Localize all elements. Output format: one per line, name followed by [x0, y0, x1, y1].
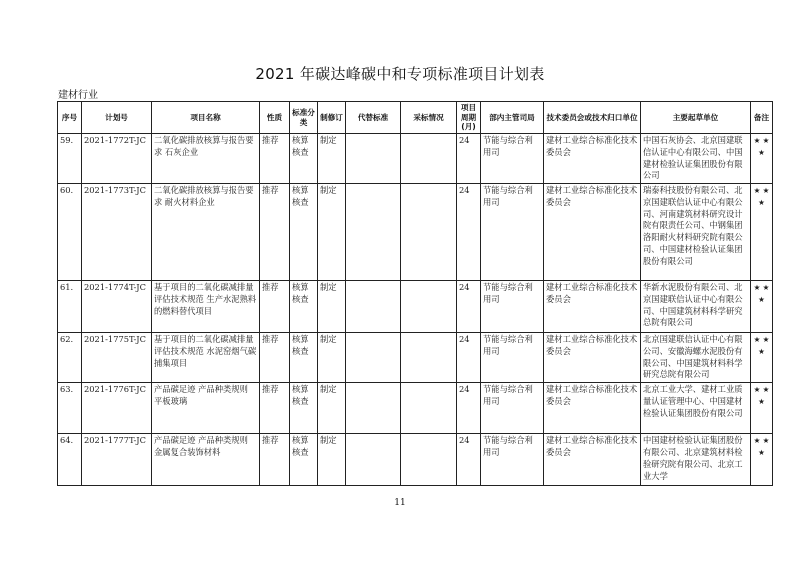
cell-plan-no: 2021-1772T-JC [82, 134, 152, 184]
header-drafter: 主要起草单位 [641, 102, 751, 134]
cell-plan-no: 2021-1774T-JC [82, 281, 152, 333]
page-number: 11 [394, 498, 406, 508]
cell-drafter: 中国石灰协会、北京国建联信认证中心有限公司、中国建材检验认证集团股份有限公司 [641, 134, 751, 184]
cell-nature: 推荐 [260, 184, 290, 281]
cell-drafter: 华新水泥股份有限公司、北京国建联信认证中心有限公司、中国建筑材料科学研究总院有限公司 [641, 281, 751, 333]
cell-dept: 节能与综合利用司 [481, 184, 544, 281]
cell-dept: 节能与综合利用司 [481, 434, 544, 486]
cell-committee: 建材工业综合标准化技术委员会 [544, 134, 641, 184]
cell-adopt [401, 184, 457, 281]
standards-plan-table [57, 101, 773, 486]
cell-seq: 64. [58, 434, 82, 486]
cell-remark-stars: ★ ★ ★ [751, 281, 773, 333]
header-plan-no: 计划号 [82, 102, 152, 134]
cell-nature: 推荐 [260, 333, 290, 383]
cell-project-name: 二氧化碳排放核算与报告要求 耐火材料企业 [152, 184, 260, 281]
cell-project-name: 基于项目的二氧化碳减排量评估技术规范 生产水泥熟料的燃料替代项目 [152, 281, 260, 333]
cell-nature: 推荐 [260, 134, 290, 184]
cell-nature: 推荐 [260, 383, 290, 434]
cell-revise: 制定 [318, 333, 346, 383]
cell-plan-no: 2021-1775T-JC [82, 333, 152, 383]
cell-revise: 制定 [318, 134, 346, 184]
cell-period: 24 [457, 134, 481, 184]
cell-replace-std [346, 434, 401, 486]
cell-replace-std [346, 383, 401, 434]
cell-std-category: 核算核查 [290, 281, 318, 333]
cell-committee: 建材工业综合标准化技术委员会 [544, 333, 641, 383]
cell-seq: 62. [58, 333, 82, 383]
header-remark: 备注 [751, 102, 773, 134]
cell-seq: 61. [58, 281, 82, 333]
cell-committee: 建材工业综合标准化技术委员会 [544, 184, 641, 281]
cell-replace-std [346, 333, 401, 383]
document-title: 2021 年碳达峰碳中和专项标准项目计划表 [255, 65, 545, 83]
cell-period: 24 [457, 434, 481, 486]
cell-seq: 60. [58, 184, 82, 281]
cell-adopt [401, 333, 457, 383]
cell-dept: 节能与综合利用司 [481, 333, 544, 383]
header-revise: 制修订 [318, 102, 346, 134]
cell-dept: 节能与综合利用司 [481, 383, 544, 434]
table-header-row [58, 102, 773, 134]
cell-adopt [401, 434, 457, 486]
cell-drafter: 北京国建联信认证中心有限公司、安徽海螺水泥股份有限公司、中国建筑材料科学研究总院有限公司 [641, 333, 751, 383]
cell-dept: 节能与综合利用司 [481, 134, 544, 184]
cell-period: 24 [457, 281, 481, 333]
cell-revise: 制定 [318, 184, 346, 281]
cell-period: 24 [457, 383, 481, 434]
cell-nature: 推荐 [260, 434, 290, 486]
table-row [58, 383, 773, 434]
cell-period: 24 [457, 184, 481, 281]
header-nature: 性质 [260, 102, 290, 134]
cell-adopt [401, 383, 457, 434]
header-replace-std: 代替标准 [346, 102, 401, 134]
cell-std-category: 核算核查 [290, 333, 318, 383]
cell-std-category: 核算核查 [290, 383, 318, 434]
cell-remark-stars: ★ ★ ★ [751, 434, 773, 486]
header-period: 项目周期(月) [457, 102, 481, 134]
header-std-category: 标准分类 [290, 102, 318, 134]
cell-std-category: 核算核查 [290, 134, 318, 184]
cell-nature: 推荐 [260, 281, 290, 333]
cell-remark-stars: ★ ★ ★ [751, 383, 773, 434]
header-dept: 部内主管司局 [481, 102, 544, 134]
cell-drafter: 中国建材检验认证集团股份有限公司、北京建筑材料检验研究院有限公司、北京工业大学 [641, 434, 751, 486]
cell-committee: 建材工业综合标准化技术委员会 [544, 383, 641, 434]
cell-remark-stars: ★ ★ ★ [751, 184, 773, 281]
cell-committee: 建材工业综合标准化技术委员会 [544, 281, 641, 333]
table-row [58, 333, 773, 383]
cell-remark-stars: ★ ★ ★ [751, 333, 773, 383]
cell-revise: 制定 [318, 383, 346, 434]
header-committee: 技术委员会或技术归口单位 [544, 102, 641, 134]
cell-project-name: 基于项目的二氧化碳减排量评估技术规范 水泥窑烟气碳捕集项目 [152, 333, 260, 383]
cell-revise: 制定 [318, 434, 346, 486]
cell-project-name: 二氧化碳排放核算与报告要求 石灰企业 [152, 134, 260, 184]
cell-drafter: 瑞泰科技股份有限公司、北京国建联信认证中心有限公司、河南建筑材料研究设计院有限责任公司、中钢集团洛阳耐火材料研究院有限公司、中国建材检验认证集团股份有限公司 [641, 184, 751, 281]
table-row [58, 281, 773, 333]
table-row [58, 434, 773, 486]
cell-drafter: 北京工业大学、建材工业质量认证管理中心、中国建材检验认证集团股份有限公司 [641, 383, 751, 434]
table-row [58, 184, 773, 281]
cell-seq: 59. [58, 134, 82, 184]
header-seq: 序号 [58, 102, 82, 134]
cell-committee: 建材工业综合标准化技术委员会 [544, 434, 641, 486]
cell-plan-no: 2021-1773T-JC [82, 184, 152, 281]
cell-project-name: 产品碳足迹 产品种类规则 金属复合装饰材料 [152, 434, 260, 486]
cell-project-name: 产品碳足迹 产品种类规则 平板玻璃 [152, 383, 260, 434]
cell-period: 24 [457, 333, 481, 383]
cell-std-category: 核算核查 [290, 434, 318, 486]
cell-std-category: 核算核查 [290, 184, 318, 281]
cell-adopt [401, 281, 457, 333]
cell-replace-std [346, 281, 401, 333]
cell-remark-stars: ★ ★ ★ [751, 134, 773, 184]
cell-replace-std [346, 134, 401, 184]
cell-revise: 制定 [318, 281, 346, 333]
cell-adopt [401, 134, 457, 184]
cell-plan-no: 2021-1777T-JC [82, 434, 152, 486]
header-adopt: 采标情况 [401, 102, 457, 134]
cell-replace-std [346, 184, 401, 281]
industry-label: 建材行业 [58, 90, 98, 101]
header-project-name: 项目名称 [152, 102, 260, 134]
cell-seq: 63. [58, 383, 82, 434]
cell-plan-no: 2021-1776T-JC [82, 383, 152, 434]
table-row [58, 134, 773, 184]
cell-dept: 节能与综合利用司 [481, 281, 544, 333]
